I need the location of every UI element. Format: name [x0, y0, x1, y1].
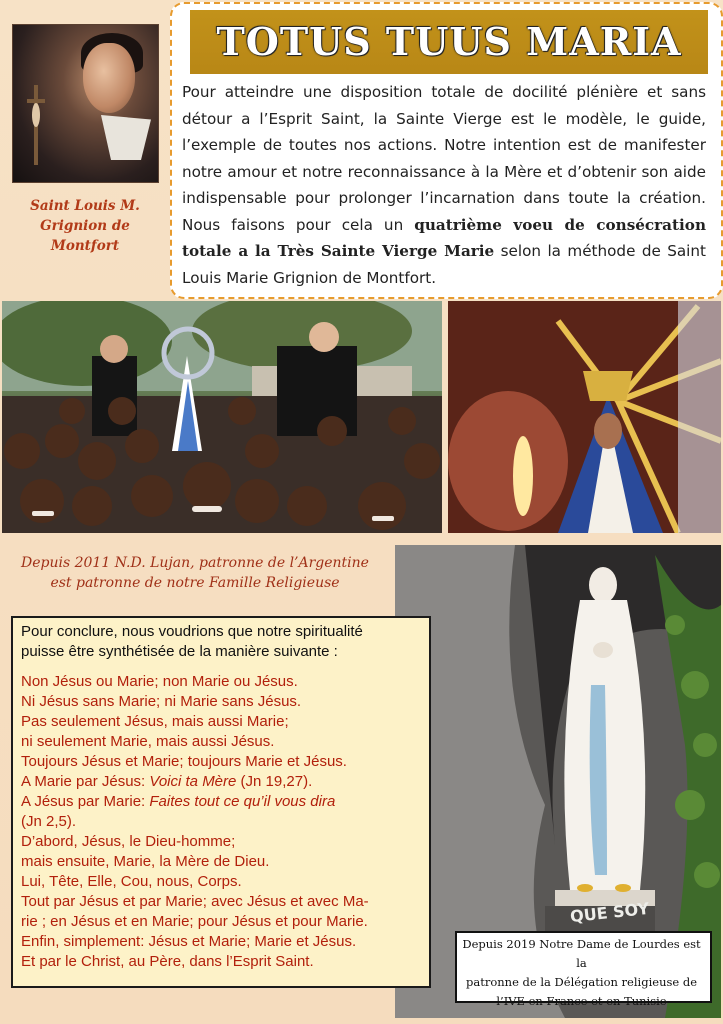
crucifix-icon — [27, 85, 45, 165]
spirituality-line: Pas seulement Jésus, mais aussi Marie; — [21, 713, 289, 730]
grotto-sign: QUE SOY — [569, 898, 651, 927]
spirituality-line — [21, 792, 421, 812]
line7-quote: Faites tout ce qu’il vous dira — [149, 793, 336, 810]
photo-lujan — [448, 301, 721, 533]
spirituality-line: (Jn 2,5). — [21, 813, 77, 830]
line7-prefix: A Jésus par Marie: — [21, 793, 150, 810]
portrait-caption-line2: Grignion de Montfort — [40, 218, 130, 254]
lujan-caption — [0, 553, 390, 593]
lujan-statue-picture — [448, 301, 721, 533]
photo-children — [2, 301, 442, 533]
children-group-picture — [2, 301, 442, 533]
lujan-caption-line1: Depuis 2011 N.D. Lujan, patronne de l’Argentine — [21, 555, 369, 571]
intro-text-before: Pour atteindre une disposition totale de docilité plénière et sans détour a l’Esprit Saint, la Sainte Vierge est le modèle, le guide, l’exemple de toutes nos actions. Notre intention est de manifester notre amour et notre reconnaissance à la Mère et d’obtenir son aide indispensable pour prolonger l’incarnation dans toute la création. Nous faisons pour cela un — [182, 83, 706, 234]
spirituality-line: Et par le Christ, au Père, dans l’Esprit Saint. — [21, 953, 314, 970]
spirituality-line: mais ensuite, Marie, la Mère de Dieu. — [21, 853, 270, 870]
spirituality-line: ni seulement Marie, mais aussi Jésus. — [21, 733, 275, 750]
spirituality-line: Lui, Tête, Elle, Cou, nous, Corps. — [21, 873, 242, 890]
portrait-collar — [101, 115, 151, 160]
spirituality-line: Tout par Jésus et par Marie; avec Jésus et avec Ma- — [21, 893, 369, 910]
line6-prefix: A Marie par Jésus: — [21, 773, 150, 790]
spirituality-intro-line1: Pour conclure, nous voudrions que notre spiritualité — [21, 623, 363, 640]
lourdes-caption-line3: l’IVE en France et en Tunisie — [496, 994, 667, 1008]
line6-suffix: (Jn 19,27). — [236, 773, 313, 790]
spirituality-line: Ni Jésus sans Marie; ni Marie sans Jésus. — [21, 693, 302, 710]
spirituality-line: Toujours Jésus et Marie; toujours Marie et Jésus. — [21, 753, 347, 770]
spirituality-line: rie ; en Jésus et en Marie; pour Jésus et pour Marie. — [21, 913, 368, 930]
lujan-caption-line2: est patronne de notre Famille Religieuse — [50, 575, 340, 591]
lourdes-caption-line1: Depuis 2019 Notre Dame de Lourdes est la — [462, 937, 701, 970]
spirituality-line — [21, 772, 421, 792]
portrait-image — [12, 24, 159, 183]
lourdes-caption-line2: patronne de la Délégation religieuse de — [466, 975, 697, 989]
intro-paragraph — [182, 79, 706, 291]
spirituality-list — [21, 672, 421, 972]
spirituality-line: D’abord, Jésus, le Dieu-homme; — [21, 833, 236, 850]
page-title: TOTUS TUUS MARIA — [216, 19, 682, 64]
line6-quote: Voici ta Mère — [149, 773, 237, 790]
portrait-face — [83, 43, 135, 113]
intro-text-after: selon la méthode de Saint Louis Marie Grignion de Montfort. — [182, 242, 706, 287]
spirituality-intro-line2: puisse être synthétisée de la manière suivante : — [21, 643, 338, 660]
portrait-caption — [4, 196, 166, 256]
spirituality-intro — [21, 622, 421, 662]
spirituality-line: Non Jésus ou Marie; non Marie ou Jésus. — [21, 673, 298, 690]
spirituality-line: Enfin, simplement: Jésus et Marie; Marie et Jésus. — [21, 933, 357, 950]
portrait-caption-line1: Saint Louis M. — [30, 198, 140, 214]
intro-text-bold: quatrième voeu de consécration totale a la Très Sainte Vierge Marie — [182, 215, 706, 260]
lourdes-caption — [459, 935, 704, 1011]
